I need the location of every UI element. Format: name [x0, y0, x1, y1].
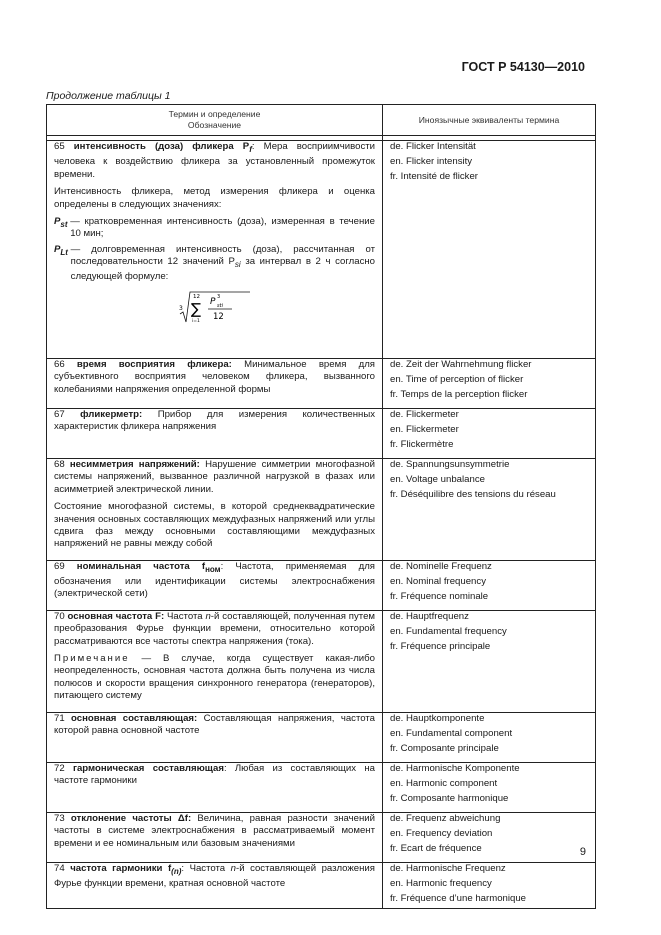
term-definition-70: 70 основная частота F: Частота n-й составляющей, полученная путем преобразования Фурье функции времени, относительно которой рассматриваются все частоты спектра напряжения (тока). Примечание — В случае, когда существует какая-либо неопределенность, основная частота должна быть получена из числа полюсов и скорости вращения синхронного генератора (генераторов), питающего систему: [47, 610, 383, 707]
formula-radical: [178, 290, 250, 324]
table-row: [47, 141, 596, 354]
page-number: 9: [579, 846, 586, 858]
svg-text:12: 12: [213, 311, 224, 322]
header-term-definition: [47, 105, 383, 136]
term-70-note: Примечание — В случае, когда существует какая-либо неопределенность, основная частота должна быть получена из числа полюсов и скорости вращения синхронного генератора (генераторов), питающего систему: [54, 653, 375, 702]
term-definition-67: 67 фликерметр: Прибор для измерения количественных характеристик фликера напряжения: [47, 408, 383, 454]
foreign-equivalents-73: de. Frequenz abweichung en. Frequency deviation fr. Ecart de fréquence: [383, 812, 596, 858]
term-definition-65: 65 интенсивность (доза) фликера $P_f$: Мера восприимчивости человека к воздействию фликера за установленный промежуток времени. Интенсивность фликера, метод измерения фликера и оценка определены в следующих значениях: $P_{st}$ — кратковременная интенсивность (доза), измеренная в течение 10 мин; $P_{Lt}$ — долговременная интенсивность (доза), рассчитанная от последовательности 12 значений $P_{si}$ за интервал в 2 ч согласно следующей формуле: 3 12 ∑ i=1 P sti 3 12: [47, 141, 383, 354]
svg-text:P: P: [210, 296, 216, 307]
term-72: гармоническая составляющая: [72, 762, 224, 774]
foreign-equivalents-69: de. Nominelle Frequenz en. Nominal frequency fr. Fréquence nominale: [383, 560, 596, 606]
term-69: номинальная частота f: [76, 560, 206, 572]
term-67: фликерметр:: [80, 408, 143, 420]
sigma-symbol: ∑: [191, 299, 202, 318]
plt-formula: [178, 290, 375, 324]
table-row: [47, 560, 596, 606]
svg-text:i=1: i=1: [192, 318, 200, 324]
table-row: [47, 610, 596, 707]
term-definition-73: 73 отклонение частоты Δf: Величина, равная разности значений частоты в системе электроснабжения в рассматриваемый момент времени и ее номинальным или базовым значениями: [47, 812, 383, 858]
pst-definition: $P_{st}$ — кратковременная интенсивность (доза), измеренная в течение 10 мин;: [54, 215, 375, 240]
term-definition-68: 68 несимметрия напряжений: Нарушение симметрии многофазной системы напряжений, вызванное различной нагрузкой в фазах или асимметрией электрической линии. Состояние многофазной системы, в которой среднеквадратические значения основных составляющих междуфазных напряжений или углы сдвига фаз между основными составляющими междуфазных напряжений не равны между собой: [47, 458, 383, 555]
term-definition-72: 72 гармоническая составляющая: Любая из составляющих на частоте гармоники: [47, 762, 383, 808]
foreign-equivalents-72: de. Harmonische Komponente en. Harmonic component fr. Composante harmonique: [383, 762, 596, 808]
svg-text:12: 12: [193, 293, 200, 300]
table-row: [47, 812, 596, 858]
term-definition-71: 71 основная составляющая: Составляющая напряжения, частота которой равна основной частоте: [47, 712, 383, 758]
term-definition-74: 74 частота гармоники $f_{(n)}$: Частота n-й составляющей разложения Фурье функции времени, кратная основной частоте: [47, 862, 383, 908]
term-74: частота гармоники f: [70, 862, 172, 874]
term-65-paragraph: Интенсивность фликера, метод измерения фликера и оценка определены в следующих значениях:: [54, 186, 375, 210]
table-row: [47, 458, 596, 555]
table-row: [47, 762, 596, 808]
term-73: отклонение частоты Δf:: [70, 812, 192, 824]
table-row: [47, 408, 596, 454]
foreign-equivalents-68: de. Spannungsunsymmetrie en. Voltage unbalance fr. Déséquilibre des tensions du réseau: [383, 458, 596, 555]
terms-table: [46, 104, 596, 909]
foreign-equivalents-65: de. Flicker Intensität en. Flicker intensity fr. Intensité de flicker: [383, 141, 596, 354]
term-definition-69: 69 номинальная частота $f_{ном}$: Частота, применяемая для обозначения или идентификации системы электроснабжения (электрической сети): [47, 560, 383, 606]
table-header-row: [47, 105, 596, 136]
foreign-equivalents-66: de. Zeit der Wahrnehmung flicker en. Time of perception of flicker fr. Temps de la perception flicker: [383, 358, 596, 404]
term-66: время восприятия фликера:: [76, 358, 232, 370]
term-68-paragraph: Состояние многофазной системы, в которой среднеквадратические значения основных составляющих междуфазных напряжений или углы сдвига фаз между основными составляющими междуфазных напряжений не равны между собой: [54, 501, 375, 550]
plt-definition: $P_{Lt}$ — долговременная интенсивность (доза), рассчитанная от последовательности 12 значений $P_{si}$ за интервал в 2 ч согласно следующей формуле:: [54, 243, 375, 283]
table-row: [47, 862, 596, 908]
term-definition-66: 66 время восприятия фликера: Минимальное время для субъективного восприятия человеком фликера, вызванного колебаниями напряжения определенной формы: [47, 358, 383, 404]
table-row: [47, 358, 596, 404]
table-row: [47, 712, 596, 758]
standard-code: ГОСТ Р 54130—2010: [461, 60, 585, 74]
foreign-equivalents-71: de. Hauptkomponente en. Fundamental component fr. Composante principale: [383, 712, 596, 758]
table-caption: Продолжение таблицы 1: [46, 90, 171, 102]
term-70: основная частота F:: [67, 610, 165, 622]
header-designation-line: Обозначение: [187, 120, 242, 130]
term-65: интенсивность (доза) фликера P: [73, 141, 250, 152]
foreign-equivalents-74: de. Harmonische Frequenz en. Harmonic frequency fr. Fréquence d’une harmonique: [383, 862, 596, 908]
svg-text:3: 3: [217, 293, 221, 300]
header-foreign-equivalents: Иноязычные эквиваленты термина: [383, 105, 596, 136]
foreign-equivalents-67: de. Flickermeter en. Flickermeter fr. Flickermètre: [383, 408, 596, 454]
term-71: основная составляющая:: [71, 712, 198, 724]
svg-text:sti: sti: [217, 302, 223, 309]
header-term-line: Термин и определение: [168, 109, 261, 119]
foreign-equivalents-70: de. Hauptfrequenz en. Fundamental frequency fr. Fréquence principale: [383, 610, 596, 707]
term-68: несимметрия напряжений:: [69, 458, 200, 470]
note-label: Примечание: [54, 653, 130, 665]
svg-text:3: 3: [179, 304, 183, 312]
